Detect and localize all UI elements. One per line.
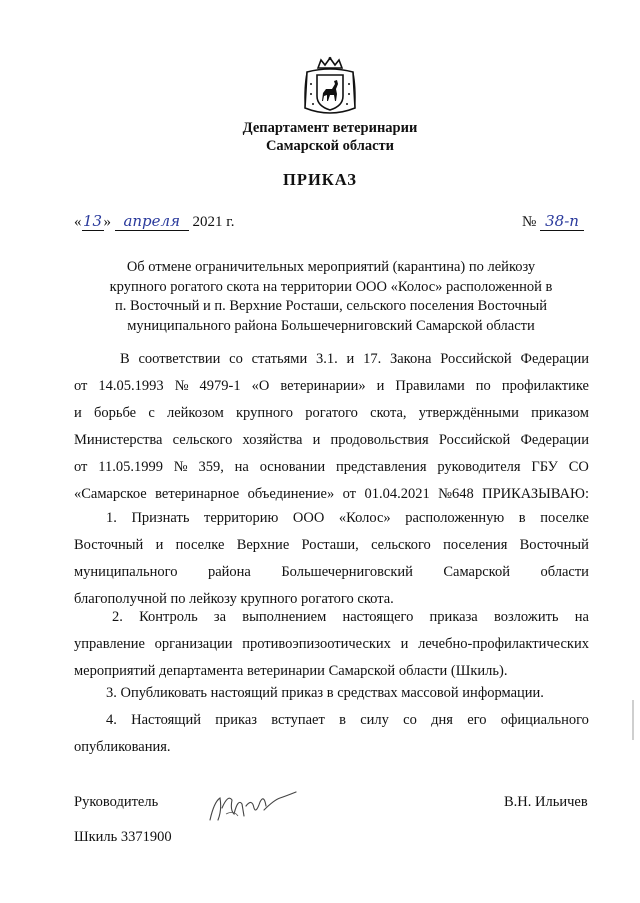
body-line (74, 427, 589, 454)
word: района (207, 564, 251, 580)
word: ПРИКАЗЫВАЮ: (482, 486, 589, 502)
word: представления (335, 459, 427, 475)
word: его (467, 712, 487, 728)
word: статьями (251, 351, 308, 367)
body-line (74, 400, 589, 427)
item-2-paragraph (74, 604, 589, 685)
document-title: ПРИКАЗ (283, 170, 357, 189)
word: Восточный (519, 537, 589, 553)
word: № (173, 459, 188, 475)
word: в (339, 712, 346, 728)
word: Верхние (236, 537, 290, 553)
word: со (403, 712, 417, 728)
body-line (74, 532, 589, 559)
word: № (174, 378, 189, 394)
word: крупного (236, 405, 293, 421)
body-line (74, 454, 589, 481)
word: сельского (172, 432, 233, 448)
word: дня (431, 712, 453, 728)
word: Закона (389, 351, 432, 367)
word: продовольствия (330, 432, 429, 448)
word: и (346, 351, 355, 367)
signatory-name: В.Н. Ильичев (504, 794, 588, 810)
word: приказ (215, 712, 257, 728)
subject-line: Об отмене ограничительных мероприятий (карантина) по лейкозу (126, 259, 536, 275)
word: профилактике (501, 378, 589, 394)
item-1-paragraph (74, 505, 589, 613)
order-subject (86, 258, 576, 336)
word: объединение» (247, 486, 335, 502)
word: борьбе (93, 405, 137, 421)
word: области (540, 564, 589, 580)
subject-line: муниципального района Большечерниговский Самарской области (127, 317, 535, 334)
word: 14.05.1993 (98, 378, 164, 394)
word: сельского (371, 537, 431, 553)
date-open-quote: « (74, 214, 82, 230)
word: и (74, 405, 82, 421)
word: на (234, 459, 249, 475)
word: 3.1. (316, 351, 338, 367)
word: и (376, 378, 385, 394)
subject-line: крупного рогатого скота на территории ООО «Колос» расположенной в (109, 278, 553, 295)
word: 359, (198, 459, 224, 475)
item-3-paragraph (74, 680, 589, 707)
word: от (74, 459, 88, 475)
word: 17. (363, 351, 382, 367)
word: ветеринарии» (280, 378, 366, 394)
word: поселке (175, 537, 225, 553)
body-line (74, 346, 589, 373)
body-line (74, 559, 589, 586)
date-day: 13 (82, 212, 103, 230)
signatory-role: Руководитель (74, 794, 159, 810)
body-line: опубликования. (74, 739, 171, 755)
word: приказа (429, 609, 478, 625)
word: Признать (131, 510, 190, 526)
word: ГБУ (531, 459, 558, 475)
number-value: 38-п (540, 213, 584, 231)
word: 1. (106, 510, 117, 526)
body-line: мероприятий департамента ветеринарии Самарской области (Шкиль). (74, 663, 508, 679)
word: Самарской (443, 564, 510, 580)
word: лечебно-профилактических (418, 636, 589, 652)
word: хозяйства (242, 432, 303, 448)
word: и (312, 432, 321, 448)
word: силу (360, 712, 389, 728)
body-line (74, 505, 589, 532)
word: Настоящий (131, 712, 201, 728)
executor-contact: Шкиль 3371900 (74, 829, 172, 845)
body-line (74, 631, 589, 658)
scan-edge-mark (632, 700, 634, 740)
word: от (342, 486, 357, 502)
word: приказом (531, 405, 589, 421)
word: на (574, 609, 589, 625)
word: утверждёнными (418, 405, 519, 421)
word: Министерства (74, 432, 163, 448)
word: по (475, 378, 491, 394)
word: 4979-1 (199, 378, 241, 394)
word: со (229, 351, 243, 367)
word: муниципального (74, 564, 178, 580)
word: Федерации (520, 432, 589, 448)
body-line (74, 604, 589, 631)
word: за (213, 609, 227, 625)
word: 11.05.1999 (98, 459, 163, 475)
word: возложить (493, 609, 559, 625)
word: Восточный (74, 537, 144, 553)
word: управление (74, 636, 145, 652)
order-number (522, 213, 584, 231)
body-line (74, 481, 589, 508)
word: и (400, 636, 409, 652)
word: соответствии (138, 351, 221, 367)
word: Контроль (139, 609, 198, 625)
body-line: 3. Опубликовать настоящий приказ в средствах массовой информации. (106, 685, 544, 701)
body-line (74, 373, 589, 400)
word: Большечерниговский (281, 564, 413, 580)
word: СО (568, 459, 589, 475)
word: 2. (112, 609, 123, 625)
date-year: 2021 г. (192, 214, 235, 230)
word: ветеринарное (155, 486, 240, 502)
word: территорию (204, 510, 279, 526)
word: противоэпизоотических (242, 636, 391, 652)
word: №648 (438, 486, 474, 502)
item-4-paragraph (74, 707, 589, 761)
word: Российской (440, 351, 512, 367)
word: официального (500, 712, 589, 728)
word: Правилами (395, 378, 465, 394)
word: Российской (438, 432, 511, 448)
word: Федерации (520, 351, 589, 367)
handwritten-signature (204, 780, 304, 830)
word: ООО (292, 510, 325, 526)
word: и (155, 537, 164, 553)
subject-line: п. Восточный и п. Верхние Росташи, сельского поселения Восточный (115, 298, 547, 314)
word: В (120, 351, 130, 367)
date-month: апреля (115, 213, 189, 231)
coat-of-arms-emblem (301, 56, 359, 118)
department-name-line1: Департамент ветеринарии (242, 120, 418, 136)
date-close-quote: » (103, 214, 111, 230)
word: настоящего (342, 609, 414, 625)
word: Росташи, (301, 537, 359, 553)
word: организации (154, 636, 233, 652)
word: основании (259, 459, 326, 475)
word: в (518, 510, 526, 526)
word: скота, (370, 405, 407, 421)
word: руководителя (437, 459, 521, 475)
word: «Колос» (338, 510, 391, 526)
word: «Самарское (74, 486, 147, 502)
word: выполнением (242, 609, 327, 625)
word: расположенную (405, 510, 505, 526)
word: «О (251, 378, 270, 394)
word: 4. (106, 712, 117, 728)
number-sign: № (522, 214, 537, 230)
word: рогатого (305, 405, 358, 421)
department-name-line2: Самарской области (265, 138, 395, 154)
body-line: благополучной по лейкозу крупного рогатого скота. (74, 591, 394, 607)
word: с (148, 405, 155, 421)
word: поселения (443, 537, 508, 553)
word: лейкозом (166, 405, 224, 421)
word: поселке (540, 510, 589, 526)
preamble-paragraph (74, 346, 589, 508)
body-line (74, 707, 589, 734)
word: вступает (271, 712, 325, 728)
word: 01.04.2021 (364, 486, 430, 502)
order-date (74, 213, 234, 231)
word: от (74, 378, 88, 394)
